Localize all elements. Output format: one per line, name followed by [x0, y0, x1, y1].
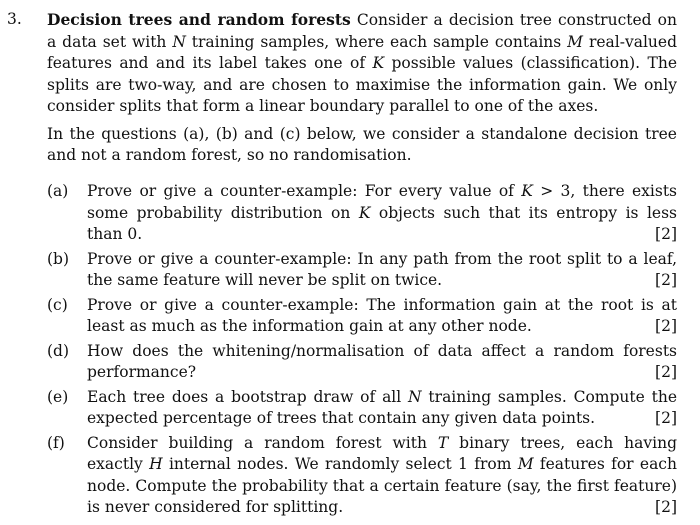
- subquestion-label: (f): [47, 433, 65, 452]
- subquestion-text-segment: binary trees, each having exactly: [87, 433, 677, 473]
- question-intro: [47, 9, 677, 118]
- math-variable: M: [567, 32, 584, 51]
- question-number: 3.: [7, 10, 22, 28]
- intro-text: possible values (classification). The splits are two-way, and are chosen to maximise the information gain. We only consider splits that form a linear boundary parallel to one of the axes.: [47, 54, 678, 115]
- subquestion-item: [47, 433, 677, 519]
- subquestion-text-segment: internal nodes. We randomly select 1 from: [162, 455, 518, 473]
- question-title: Decision trees and random forests: [47, 10, 351, 29]
- subquestion-text-segment: Prove or give a counter-example: The information gain at the root is at least as much as the information gain at any other node.: [87, 295, 677, 335]
- subquestion-item: [47, 387, 677, 430]
- question-body: [47, 9, 677, 167]
- marks-badge: [2]: [655, 317, 677, 335]
- marks-badge: [2]: [655, 409, 677, 427]
- math-variable: K: [372, 54, 385, 72]
- marks-badge: [2]: [655, 498, 677, 516]
- intro-text: Consider a decision tree constructed on a data set with: [47, 11, 677, 51]
- math-variable: N: [172, 32, 186, 51]
- subquestion-list: [47, 181, 677, 522]
- subquestion-item: [47, 181, 677, 246]
- math-variable: M: [517, 455, 534, 473]
- subquestion-text-segment: training samples. Compute the expected percentage of trees that contain any given data points.: [87, 387, 677, 427]
- math-variable: H: [149, 455, 163, 473]
- math-variable: K: [358, 203, 371, 222]
- subquestion-label: (c): [47, 295, 68, 314]
- subquestion-text-segment: objects such that its entropy is less than 0.: [87, 203, 677, 243]
- math-variable: T: [437, 433, 449, 452]
- subquestion-text-segment: Each tree does a bootstrap draw of all: [87, 387, 409, 406]
- subquestion-text-segment: How does the whitening/normalisation of data affect a random forests performance?: [87, 341, 677, 381]
- subquestion-label: (d): [47, 341, 70, 360]
- marks-badge: [2]: [655, 271, 677, 289]
- subquestion-text-segment: > 3, there exists some probability distribution on: [87, 182, 677, 222]
- subquestion-text: [87, 387, 677, 430]
- intro-text: real-valued features and and its label takes one of: [47, 32, 677, 72]
- subquestion-item: [47, 295, 677, 338]
- math-variable: K: [521, 182, 533, 200]
- subquestion-text: [87, 295, 677, 338]
- subquestion-text: [87, 181, 677, 246]
- subquestion-text: [87, 249, 677, 292]
- subquestion-label: (e): [47, 387, 69, 406]
- marks-badge: [2]: [655, 363, 677, 381]
- subquestion-text-segment: Prove or give a counter-example: In any path from the root split to a leaf, the same feature will never be split on twice.: [87, 249, 677, 289]
- subquestion-label: (a): [47, 182, 69, 200]
- question-note: In the questions (a), (b) and (c) below, we consider a standalone decision tree and not a random forest, so no randomisation.: [47, 124, 677, 164]
- subquestion-text-segment: Consider building a random forest with: [87, 433, 438, 452]
- math-variable: N: [408, 387, 422, 406]
- marks-badge: [2]: [655, 225, 677, 243]
- subquestion-text: [87, 433, 677, 519]
- intro-text: training samples, where each sample contains: [185, 32, 568, 51]
- subquestion-text: [87, 341, 677, 384]
- subquestion-label: (b): [47, 249, 70, 268]
- subquestion-item: [47, 341, 677, 384]
- subquestion-text-segment: Prove or give a counter-example: For every value of: [87, 182, 522, 200]
- subquestion-item: [47, 249, 677, 292]
- subquestion-text-segment: features for each node. Compute the probability that a certain feature (say, the first feature) is never considered for splitting.: [87, 455, 677, 516]
